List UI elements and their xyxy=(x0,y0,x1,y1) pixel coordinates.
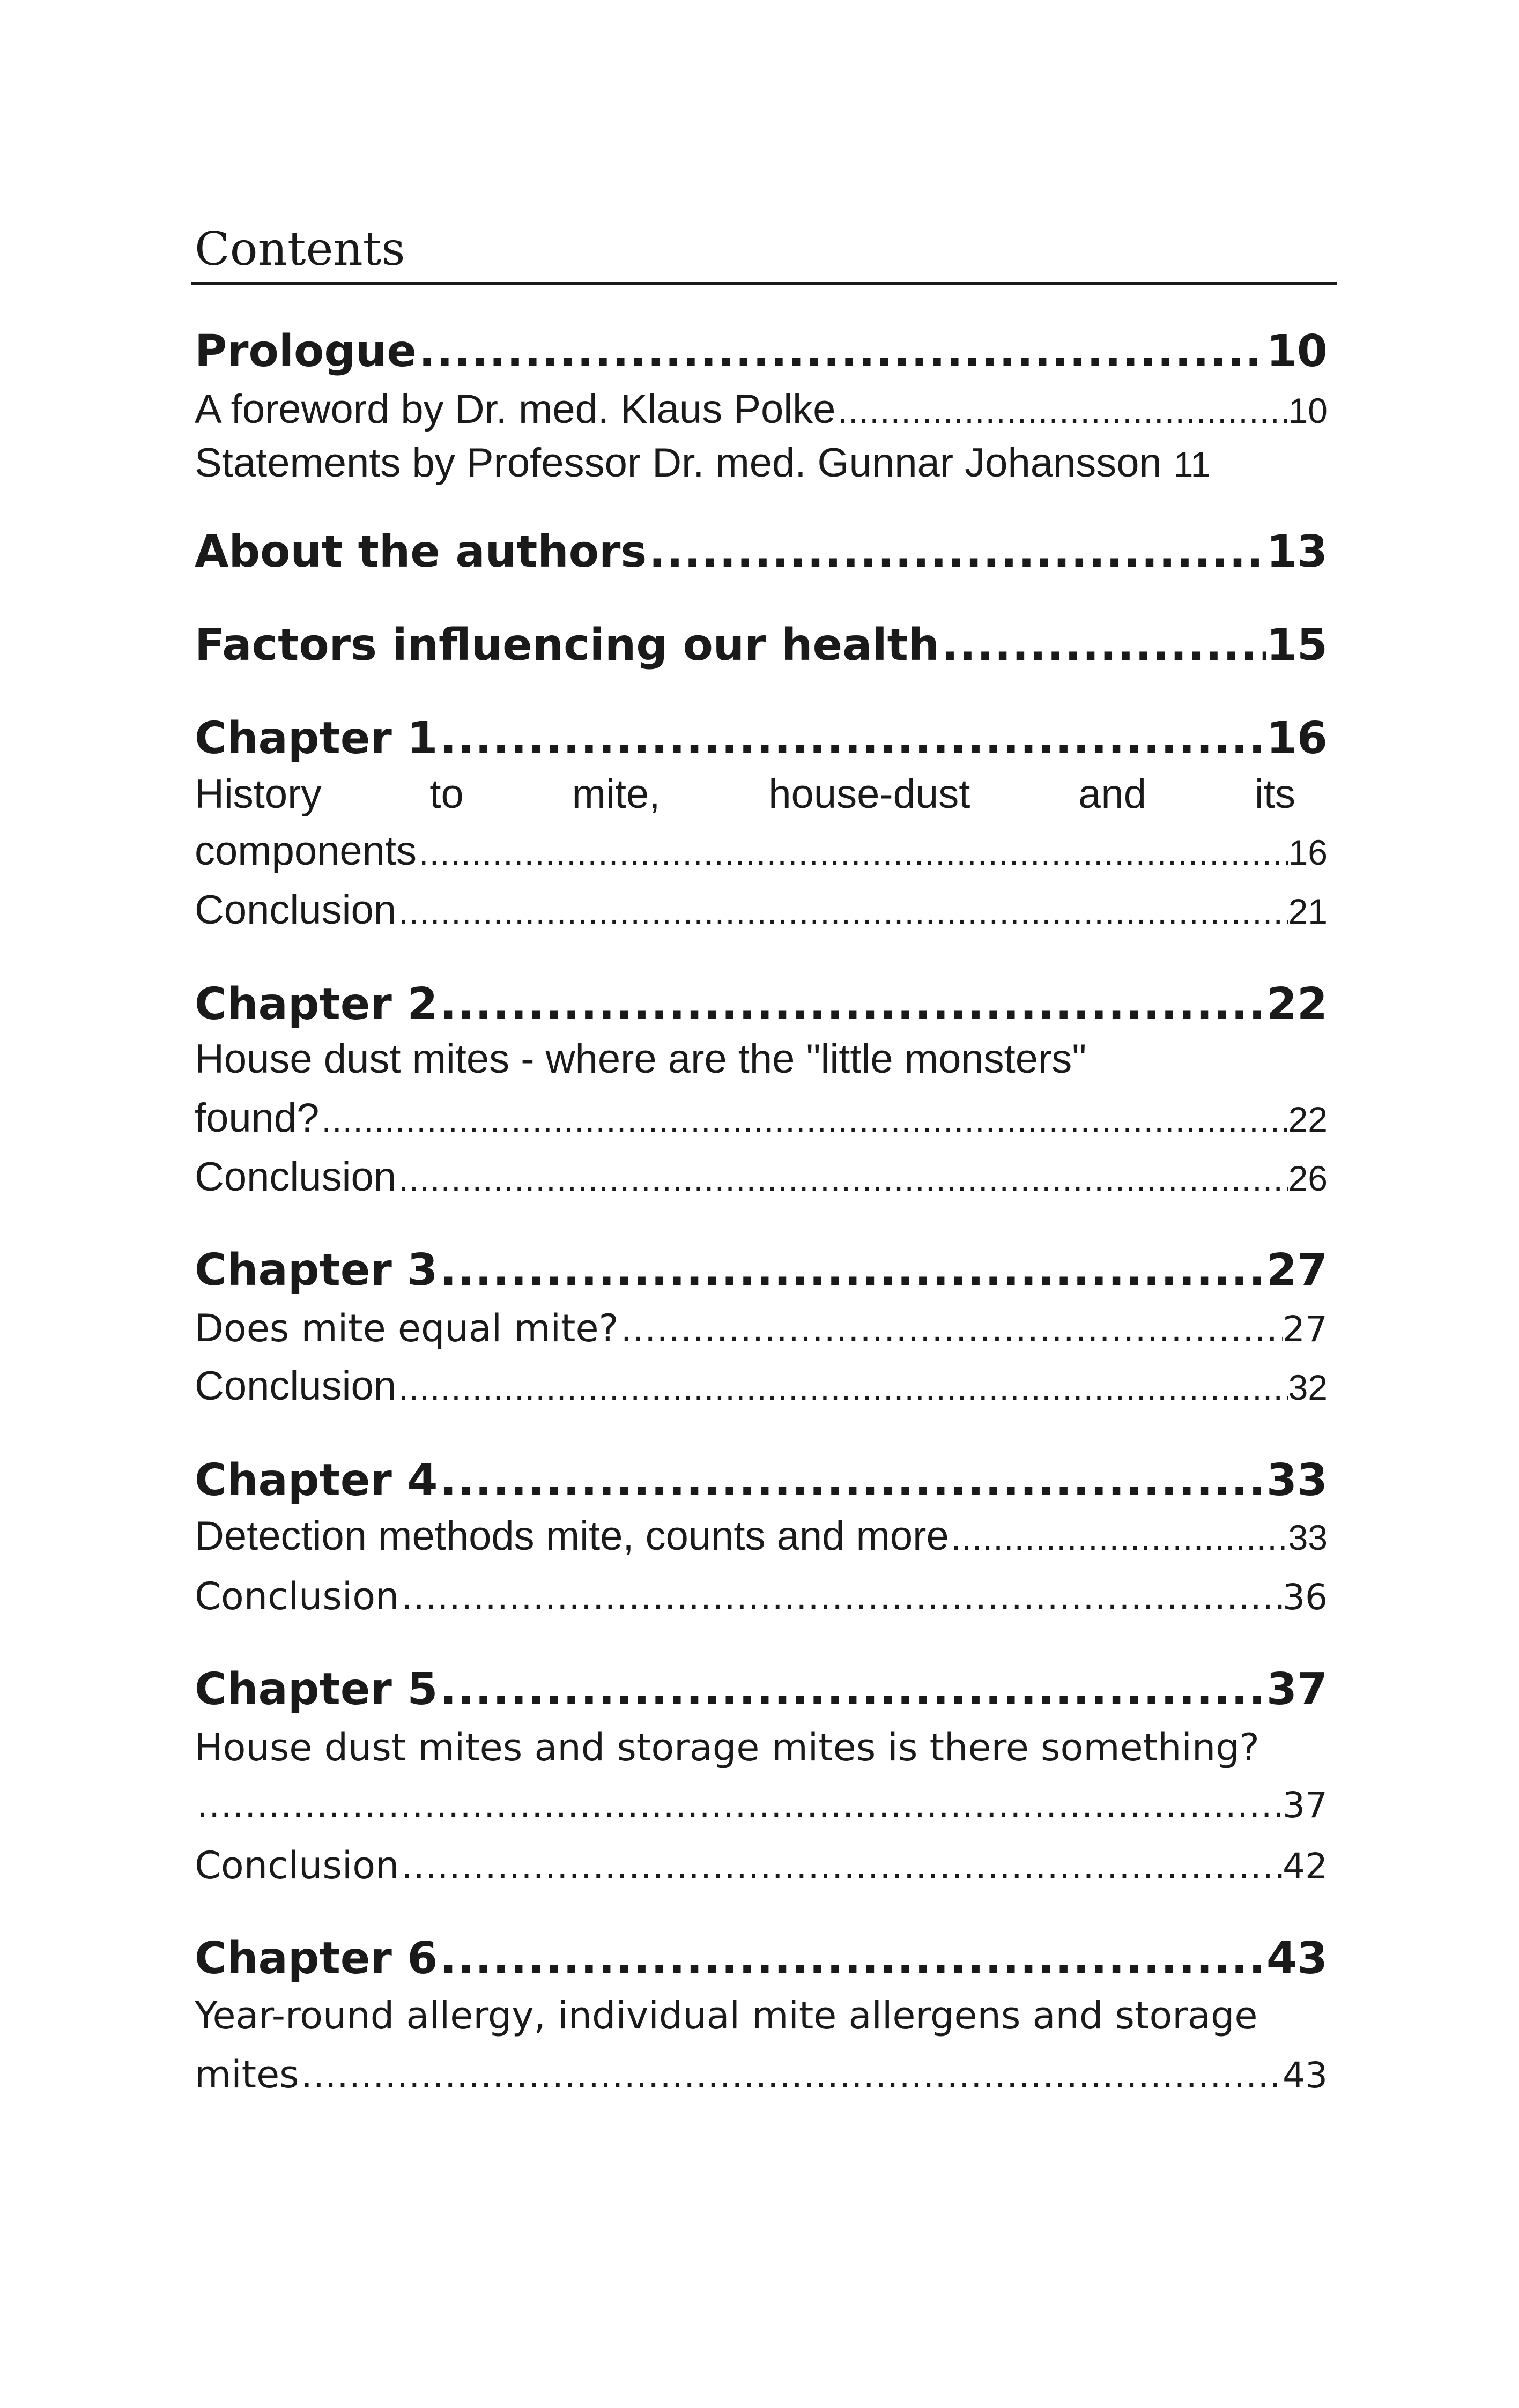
leader-dots xyxy=(939,613,1266,678)
toc-entry-year-round-mites[interactable] xyxy=(195,2048,1328,2101)
toc-page-number: 16 xyxy=(1266,713,1328,764)
toc-entry-does-mite[interactable] xyxy=(195,1302,1328,1355)
leader-dots xyxy=(438,972,1266,1037)
word: its xyxy=(1254,771,1295,817)
toc-entry-history-components[interactable] xyxy=(195,824,1328,878)
title-rule xyxy=(191,282,1337,285)
toc-page-number: 10 xyxy=(1266,326,1328,377)
word: History xyxy=(195,771,322,817)
word: and xyxy=(1078,771,1147,817)
toc-label: About the authors xyxy=(195,526,647,577)
leader-dots xyxy=(647,520,1266,584)
toc-label: Conclusion xyxy=(195,1844,399,1887)
toc-label: Chapter 4 xyxy=(195,1455,438,1506)
leader-dots xyxy=(438,1448,1266,1513)
toc-label: Statements by Professor Dr. med. Gunnar Johansson xyxy=(195,440,1162,486)
toc-entry-ch2-conclusion[interactable] xyxy=(195,1150,1328,1204)
toc-page-number: 32 xyxy=(1288,1367,1328,1407)
toc-page-number: 42 xyxy=(1283,1846,1328,1887)
toc-entry-chapter-3[interactable] xyxy=(195,1238,1328,1303)
toc-label: Does mite equal mite? xyxy=(195,1306,619,1350)
leader-dots xyxy=(438,1658,1266,1722)
toc-entry-about-authors[interactable] xyxy=(195,520,1328,584)
leader-dots xyxy=(299,2049,1283,2101)
leader-dots xyxy=(399,1840,1283,1892)
leader-dots xyxy=(835,384,1288,436)
toc-label: Conclusion xyxy=(195,1574,399,1618)
toc-page-number: 37 xyxy=(1283,1785,1328,1826)
toc-entry-chapter-1[interactable] xyxy=(195,707,1328,771)
toc-page-number: 11 xyxy=(1173,444,1211,484)
leader-dots xyxy=(417,319,1266,384)
leader-dots xyxy=(438,1927,1266,1991)
toc-entry-storage-mites[interactable] xyxy=(195,1779,1328,1832)
toc-label: Conclusion xyxy=(195,887,396,933)
leader-dots xyxy=(396,885,1288,937)
leader-dots xyxy=(438,707,1266,771)
toc-label: Chapter 3 xyxy=(195,1245,438,1296)
leader-dots xyxy=(195,1779,1283,1832)
word: to xyxy=(429,771,464,817)
leader-dots xyxy=(438,1238,1266,1303)
toc-label: Chapter 1 xyxy=(195,713,438,764)
toc-entry-chapter-2[interactable] xyxy=(195,972,1328,1037)
toc-entry-house-dust-line1[interactable]: House dust mites - where are the "little monsters" xyxy=(195,1036,1087,1082)
toc-entry-prologue[interactable] xyxy=(195,319,1328,384)
toc-page-number: 21 xyxy=(1288,891,1328,931)
toc-label: Prologue xyxy=(195,326,417,377)
toc-page-number: 22 xyxy=(1266,979,1328,1030)
toc-label: found? xyxy=(195,1095,320,1141)
toc-label: components xyxy=(195,828,417,874)
toc-label: A foreword by Dr. med. Klaus Polke xyxy=(195,387,836,432)
toc-entry-ch5-conclusion[interactable] xyxy=(195,1839,1328,1892)
toc-entry-year-round-line1[interactable]: Year-round allergy, individual mite allergens and storage xyxy=(195,1994,1258,2038)
toc-page-number: 37 xyxy=(1266,1664,1328,1715)
word: house-dust xyxy=(768,771,970,817)
toc-page-number: 27 xyxy=(1266,1245,1328,1296)
word: mite, xyxy=(572,771,661,817)
toc-page-number: 10 xyxy=(1288,391,1328,430)
toc-page-number: 13 xyxy=(1266,526,1328,577)
toc-entry-chapter-6[interactable] xyxy=(195,1927,1328,1991)
toc-label: Chapter 6 xyxy=(195,1933,438,1984)
toc-entry-house-dust-found[interactable] xyxy=(195,1091,1328,1145)
toc-page-number: 43 xyxy=(1266,1933,1328,1984)
leader-dots xyxy=(319,1092,1288,1145)
leader-dots xyxy=(949,1511,1288,1563)
toc-label: Chapter 5 xyxy=(195,1664,438,1715)
toc-entry-statements[interactable] xyxy=(195,436,1328,490)
toc-entry-chapter-4[interactable] xyxy=(195,1448,1328,1513)
toc-entry-chapter-5[interactable] xyxy=(195,1658,1328,1722)
toc-entry-foreword[interactable] xyxy=(195,383,1328,436)
toc-label: mites xyxy=(195,2053,299,2097)
toc-page-number: 27 xyxy=(1283,1309,1328,1350)
page-title: Contents xyxy=(195,222,405,276)
toc-label: Detection methods mite, counts and more xyxy=(195,1513,949,1559)
leader-dots xyxy=(417,826,1288,878)
toc-label: Conclusion xyxy=(195,1363,396,1409)
toc-entry-history-line1[interactable] xyxy=(195,768,1328,821)
toc-page-number: 33 xyxy=(1288,1518,1328,1557)
leader-dots xyxy=(396,1151,1288,1204)
toc-entry-ch4-conclusion[interactable] xyxy=(195,1570,1328,1623)
toc-page-number: 36 xyxy=(1283,1577,1328,1618)
toc-page-number: 22 xyxy=(1288,1099,1328,1139)
leader-dots xyxy=(399,1571,1283,1623)
toc-label: Chapter 2 xyxy=(195,979,438,1030)
toc-page-number: 16 xyxy=(1288,833,1328,872)
toc-page-number: 26 xyxy=(1288,1158,1328,1198)
toc-label: Factors influencing our health xyxy=(195,620,940,671)
toc-entry-ch3-conclusion[interactable] xyxy=(195,1359,1328,1413)
toc-label: Conclusion xyxy=(195,1154,396,1200)
toc-entry-storage-mites-line1[interactable]: House dust mites and storage mites is there something? xyxy=(195,1726,1259,1770)
toc-entry-ch1-conclusion[interactable] xyxy=(195,883,1328,937)
leader-dots xyxy=(619,1303,1283,1355)
toc-page-number: 43 xyxy=(1283,2055,1328,2096)
leader-dots xyxy=(396,1361,1288,1413)
toc-page-number: 33 xyxy=(1266,1455,1328,1506)
toc-entry-detection-methods[interactable] xyxy=(195,1510,1328,1563)
toc-page-number: 15 xyxy=(1266,620,1328,671)
toc-entry-factors[interactable] xyxy=(195,613,1328,678)
